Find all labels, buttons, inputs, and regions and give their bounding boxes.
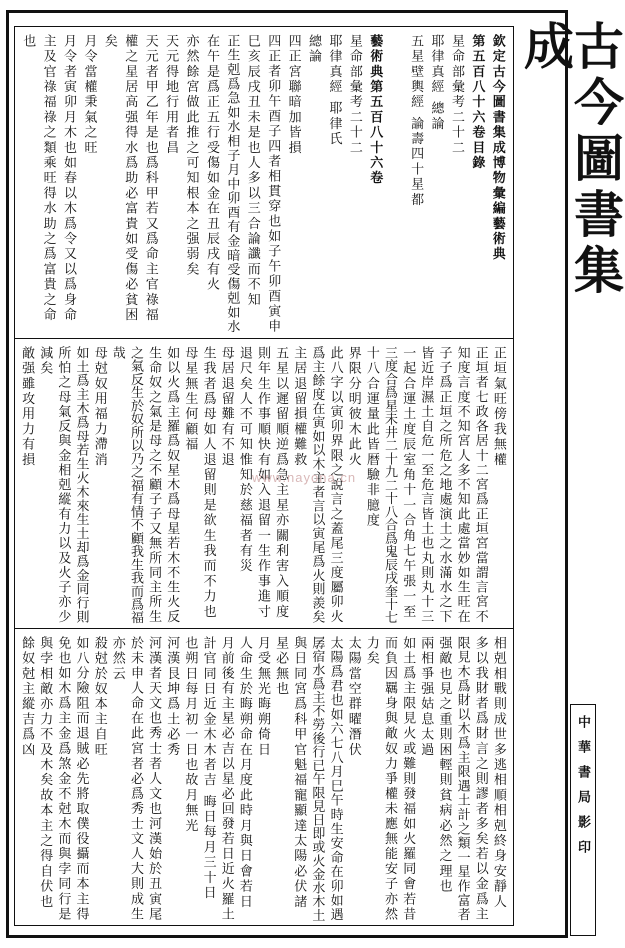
text-column: 則年生作事順快有如入退留一生作事進寸 bbox=[255, 346, 270, 620]
page-title: 古今圖書集成 bbox=[516, 20, 625, 300]
text-column: 此八字以寅卯界限之說言之蓋尾三度屬卯火 bbox=[327, 346, 343, 624]
text-column: 星必無也 bbox=[273, 636, 289, 697]
text-column: 矣 bbox=[101, 34, 117, 50]
text-column: 四正者卯午酉子四者相貫穿也如子午卯酉寅申 bbox=[265, 34, 281, 334]
text-column: 月令當權秉氣之旺 bbox=[81, 34, 97, 156]
text-column: 殺尅於奴本主自旺 bbox=[91, 636, 107, 758]
text-column: 餘奴尅主縱吉爲凶 bbox=[19, 636, 35, 758]
text-column: 主居退留損權難救 bbox=[291, 346, 307, 468]
text-column: 哉 bbox=[109, 346, 125, 362]
publisher-imprint-box bbox=[570, 704, 596, 936]
text-column: 河漢者天文也秀士者人文也河漢始於丑寅尾 bbox=[146, 636, 162, 922]
text-column: 月受無光晦朔倚日 bbox=[255, 636, 270, 758]
text-column: 正垣者七政各居十二宮爲正垣宮當謂言宮不 bbox=[472, 346, 488, 624]
watermark: www.nayona.cn bbox=[252, 470, 357, 485]
text-column: 也朔日每月初一日也故月無光 bbox=[182, 636, 198, 834]
text-column: 主及官祿福祿之類乘旺得水助之爲富貴之命 bbox=[40, 34, 56, 323]
text-column: 多以我財者爲財言之則謬者多矣若以金爲主 bbox=[472, 636, 488, 922]
text-column: 月前後有主星必吉以星必回發若日近火羅土 bbox=[218, 636, 234, 922]
text-column: 母尅奴用福力滯消 bbox=[91, 346, 107, 468]
text-column: 界限分明彼木此火 bbox=[345, 346, 361, 468]
text-column: 爲主餘度在寅如以木主者言以寅尾爲火則羨矣 bbox=[309, 346, 325, 624]
text-column: 如土爲主木爲母若生火木來生土却爲金同行則 bbox=[73, 346, 89, 624]
text-column: 免也如木爲主金爲煞金不尅木而與孛同行是 bbox=[55, 636, 71, 922]
text-column: 子子爲正垣之所危之地處演土之水滿水之下 bbox=[436, 346, 452, 624]
text-column: 太陽爲君也如六七八月巳午時生安命在卯如遇 bbox=[327, 636, 343, 922]
text-column: 第五百八十六卷目錄 bbox=[469, 34, 485, 171]
text-column: 月令者寅卯月木也如春以木爲令又以爲身命 bbox=[61, 34, 76, 323]
text-column: 五星壁輿經 論壽四十星都 bbox=[408, 34, 424, 208]
text-column: 母居退留難有不退 bbox=[218, 346, 234, 468]
text-column: 敵强雖攻用力有損 bbox=[19, 346, 35, 468]
publisher-imprint: 中華書局影印 bbox=[575, 715, 590, 865]
text-column: 星命部彙考二十二 bbox=[346, 34, 362, 156]
text-column: 藝術典第五百八十六卷 bbox=[367, 34, 383, 186]
text-column: 皆近岸濕土自危一至危言皆土也丸則丸十三 bbox=[418, 346, 434, 624]
text-column: 力矣 bbox=[363, 636, 379, 667]
text-column: 一起合運土度辰室角十一合角七午張一至 bbox=[400, 346, 416, 620]
text-column: 河漢艮坤爲土必秀 bbox=[164, 636, 180, 758]
text-column: 如八分險阻而退賊必先將取僕役攝而本主得 bbox=[73, 636, 89, 922]
text-column: 計官同日近金木木者吉 晦日每月三十日 bbox=[200, 636, 216, 901]
title-block bbox=[516, 14, 625, 324]
text-column: 與日同宮爲科甲官魁福寵顯達太陽必伏諸 bbox=[291, 636, 307, 910]
text-column: 耶律真經 總論 bbox=[428, 34, 444, 132]
text-column: 四正宮聯暗加皆損 bbox=[285, 34, 301, 156]
text-column: 減矣 bbox=[37, 346, 53, 377]
text-column: 耶律真經 耶律氏 bbox=[326, 34, 342, 147]
text-column: 亦然云 bbox=[109, 636, 125, 682]
text-column: 在午是爲正五行受傷如金在丑辰戌有火 bbox=[204, 34, 219, 293]
text-column: 兩相爭强姑息太過 bbox=[418, 636, 434, 758]
text-column: 母星無生何顧福 bbox=[182, 346, 198, 453]
text-column: 三度合爲星未井二十九二十八合爲鬼辰戌奎十七 bbox=[382, 346, 397, 625]
text-column: 生我者爲母如人退留則是欲生我而不力也 bbox=[200, 346, 216, 620]
text-column: 人命生於晦朔命在月度此時月與日會若日 bbox=[236, 636, 252, 910]
text-column: 正生剋爲急如水相子月中卯酉有金暗受傷剋如水 bbox=[224, 34, 240, 335]
text-column: 之氣反生於奴所以乃之福有情不顧我生我而爲福 bbox=[128, 346, 143, 625]
text-column: 限見木爲財以木爲主限遇土計之類一星作富者 bbox=[454, 636, 470, 922]
text-column: 生命奴之氣是母之不顧子子又無所同主所生 bbox=[146, 346, 162, 624]
text-column: 巳亥辰戌丑未是也人多以三合論讖而不知 bbox=[244, 34, 260, 308]
text-column: 權之星居高强得水爲助必富貴如受傷必貧困 bbox=[122, 34, 138, 323]
text-column: 相剋相戰則成世多逃相順相剋終身安靜人 bbox=[490, 636, 506, 910]
text-column: 孱宿水爲主不勞後行已午限見日即或火金水木土 bbox=[309, 636, 325, 923]
text-column: 知度言度不知宮人多不知此處當妙如生旺在 bbox=[454, 346, 470, 624]
text-column: 總論 bbox=[306, 34, 321, 65]
text-column: 天元得地行用者昌 bbox=[163, 34, 179, 156]
text-column: 十八合運量此皆暦驗非臆度 bbox=[363, 346, 379, 529]
text-column: 强敵也見之重則困輕則貧病必然之理也 bbox=[436, 636, 452, 895]
text-column: 欽定古今圖書集成博物彙編藝術典 bbox=[489, 34, 505, 262]
panel-divider-bottom bbox=[14, 628, 514, 629]
text-column: 退尺矣人不可知惟知於慈福者有災 bbox=[236, 346, 252, 574]
text-column: 如土爲主限見火或難則發福如火羅同會若昔 bbox=[400, 636, 416, 922]
text-column: 也 bbox=[20, 34, 36, 50]
text-column: 所怕之母氣反與金相剋縱有力以及火子亦少 bbox=[55, 346, 71, 624]
panel-divider-top bbox=[14, 338, 514, 339]
text-column: 而負因羈身與敵奴力爭權未應無能安子亦然 bbox=[382, 636, 397, 922]
text-column: 五星以遲留順逆爲急主星亦關利害入順度 bbox=[273, 346, 289, 620]
text-column: 正垣氣旺傍我無權 bbox=[490, 346, 506, 468]
text-column: 於未申人命在此宮者必爲秀士文人大則成生 bbox=[128, 636, 143, 922]
text-column: 亦然餘宮做此推之可知根本之强弱矣 bbox=[183, 34, 199, 278]
text-column: 如以火爲主羅爲奴星木爲母星若木不生火反 bbox=[164, 346, 180, 624]
text-column: 太陽當空群曜潛伏 bbox=[345, 636, 361, 758]
text-column: 與孛相敵亦力不及木矣故本主之得自伏也 bbox=[37, 636, 53, 910]
text-column: 星命部彙考二十二 bbox=[449, 34, 464, 156]
text-column: 天元者甲乙年是也爲科甲若又爲命主官祿福 bbox=[142, 34, 158, 323]
